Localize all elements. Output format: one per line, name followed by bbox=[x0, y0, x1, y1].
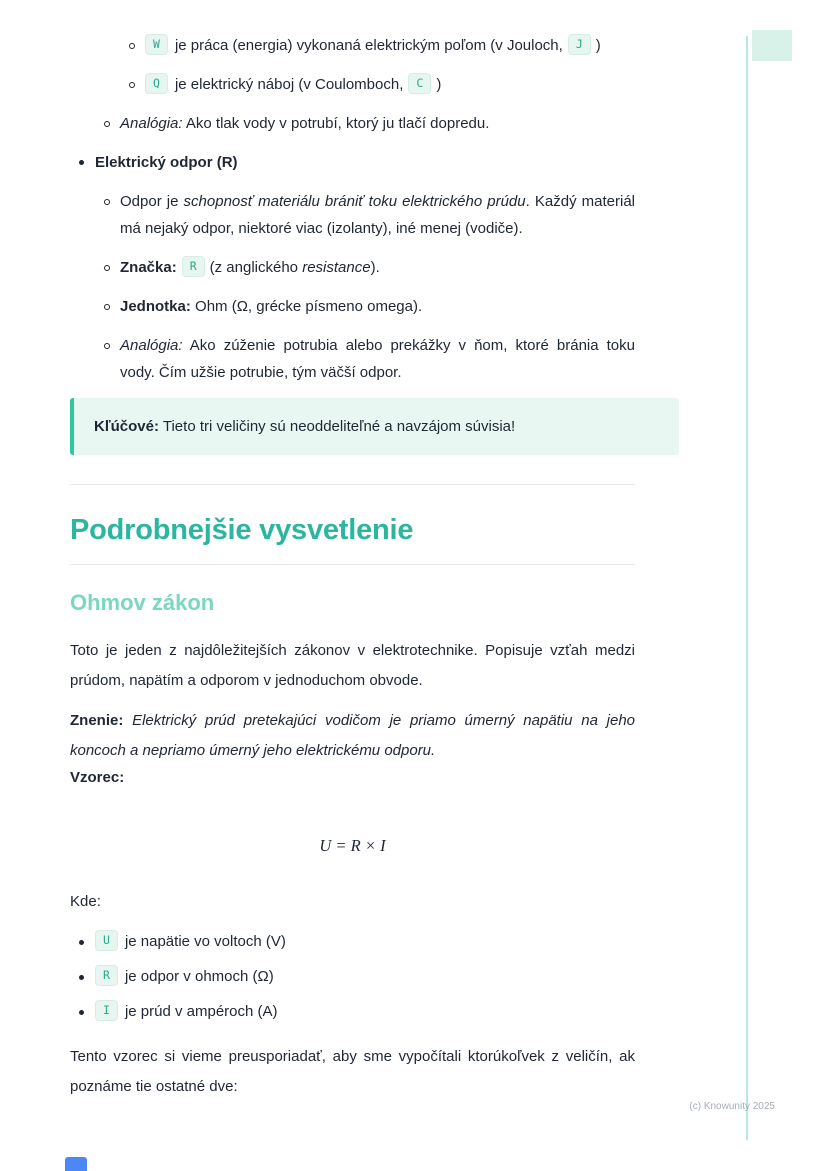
page-edge-line bbox=[746, 36, 748, 1140]
section-title-ohm: Ohmov zákon bbox=[70, 590, 215, 615]
bullet-circle-icon bbox=[104, 199, 110, 205]
variable-text bbox=[95, 998, 635, 1025]
emphasis-run: resistance bbox=[302, 259, 371, 276]
formula-label-row bbox=[70, 764, 635, 791]
text-run: Ako tlak vody v potrubí, ktorý ju tlačí dopredu. bbox=[182, 115, 490, 132]
closing-paragraph: Tento vzorec si vieme preusporiadať, aby sme vypočítali ktorúkoľvek z veličín, ak poznáme tie ostatné dve: bbox=[70, 1048, 635, 1095]
bullet-circle-icon bbox=[104, 343, 110, 349]
list-item-text bbox=[120, 332, 635, 386]
code-badge-c: C bbox=[408, 73, 431, 94]
list-item-resistance-title bbox=[70, 149, 635, 176]
callout-text: Tieto tri veličiny sú neoddeliteľné a navzájom súvisia! bbox=[158, 418, 516, 435]
list-item-text bbox=[145, 71, 635, 98]
bullet-circle-icon bbox=[129, 43, 135, 49]
code-badge-q: Q bbox=[145, 73, 168, 94]
code-badge-r: R bbox=[182, 256, 205, 277]
statement-paragraph bbox=[70, 706, 635, 766]
list-item-resistance-definition bbox=[70, 188, 635, 242]
analogy-label: Analógia: bbox=[120, 115, 183, 132]
list-item-text bbox=[120, 188, 635, 242]
variables-list bbox=[70, 928, 635, 1033]
section-divider bbox=[70, 484, 635, 485]
text-run: ) bbox=[436, 76, 442, 93]
code-badge-j: J bbox=[568, 34, 591, 55]
resistance-title: Elektrický odpor (R) bbox=[95, 154, 238, 171]
list-item-analogy-narrow bbox=[70, 332, 635, 386]
bullet-disc-icon bbox=[79, 160, 84, 165]
text-run: ) bbox=[595, 37, 601, 54]
text-run: je napätie vo voltoch (V) bbox=[124, 933, 286, 950]
text-run: . Každý materiál má nejaký odpor, niektoré viac (izolanty), iné menej (vodiče). bbox=[120, 193, 636, 237]
text-run: Odpor je bbox=[120, 193, 184, 210]
code-badge-i: I bbox=[95, 1000, 118, 1021]
code-badge-w: W bbox=[145, 34, 168, 55]
formula-label: Vzorec: bbox=[70, 769, 125, 786]
list-item-analogy-pressure bbox=[70, 110, 635, 137]
bullet-circle-icon bbox=[104, 304, 110, 310]
list-item-text bbox=[95, 149, 635, 176]
bullet-circle-icon bbox=[104, 121, 110, 127]
intro-paragraph: Toto je jeden z najdôležitejších zákonov v elektrotechnike. Popisuje vzťah medzi prúdom, napätím a odporom v jednoduchom obvode. bbox=[70, 642, 635, 689]
list-item-symbol bbox=[70, 254, 635, 281]
emphasis-run: schopnosť materiálu brániť toku elektrického prúdu bbox=[183, 193, 526, 210]
statement-label: Znenie: bbox=[70, 712, 124, 729]
list-item-work bbox=[70, 32, 635, 59]
footer-copyright: (c) Knowunity 2025 bbox=[689, 1101, 775, 1112]
text-run: Ako zúženie potrubia alebo prekážky v ňom, ktoré bránia toku vody. Čím užšie potrubie, tým väčší odpor. bbox=[120, 337, 635, 381]
text-run: je prúd v ampéroch (A) bbox=[124, 1003, 278, 1020]
text-run: je práca (energia) vykonaná elektrickým poľom (v Jouloch, bbox=[174, 37, 563, 54]
variable-item-i bbox=[70, 998, 635, 1025]
variable-item-r bbox=[70, 963, 635, 990]
bullet-circle-icon bbox=[129, 82, 135, 88]
callout-label: Kľúčové: bbox=[94, 418, 159, 435]
code-badge-u: U bbox=[95, 930, 118, 951]
list-item-charge bbox=[70, 71, 635, 98]
variable-text bbox=[95, 928, 635, 955]
bullet-circle-icon bbox=[104, 265, 110, 271]
list-item-text bbox=[145, 32, 635, 59]
text-run: Ohm (Ω, grécke písmeno omega). bbox=[190, 298, 423, 315]
bullet-disc-icon bbox=[79, 940, 84, 945]
text-run: ). bbox=[370, 259, 380, 276]
ohm-formula: U = R × I bbox=[319, 836, 386, 855]
where-label: Kde: bbox=[70, 893, 101, 910]
title-underline bbox=[70, 564, 635, 565]
list-item-text bbox=[120, 254, 635, 281]
concept-list bbox=[70, 32, 635, 386]
variable-text bbox=[95, 963, 635, 990]
list-item-unit bbox=[70, 293, 635, 320]
code-badge-r2: R bbox=[95, 965, 118, 986]
key-callout bbox=[70, 398, 679, 455]
statement-text: Elektrický prúd pretekajúci vodičom je priamo úmerný napätiu na jeho koncoch a nepriamo úmerný jeho elektrickému odporu. bbox=[70, 712, 635, 759]
text-run: je elektrický náboj (v Coulomboch, bbox=[174, 76, 404, 93]
list-item-text bbox=[120, 110, 635, 137]
page-title: Podrobnejšie vysvetlenie bbox=[70, 514, 414, 546]
corner-highlight-box bbox=[752, 30, 792, 61]
bullet-disc-icon bbox=[79, 1010, 84, 1015]
symbol-label: Značka: bbox=[120, 259, 177, 276]
unit-label: Jednotka: bbox=[120, 298, 191, 315]
list-item-text bbox=[120, 293, 635, 320]
variable-item-u bbox=[70, 928, 635, 955]
bullet-disc-icon bbox=[79, 975, 84, 980]
next-page-logo-fragment bbox=[65, 1157, 87, 1171]
analogy-label: Analógia: bbox=[120, 337, 183, 354]
text-run: je odpor v ohmoch (Ω) bbox=[124, 968, 274, 985]
text-run: (z anglického bbox=[209, 259, 303, 276]
